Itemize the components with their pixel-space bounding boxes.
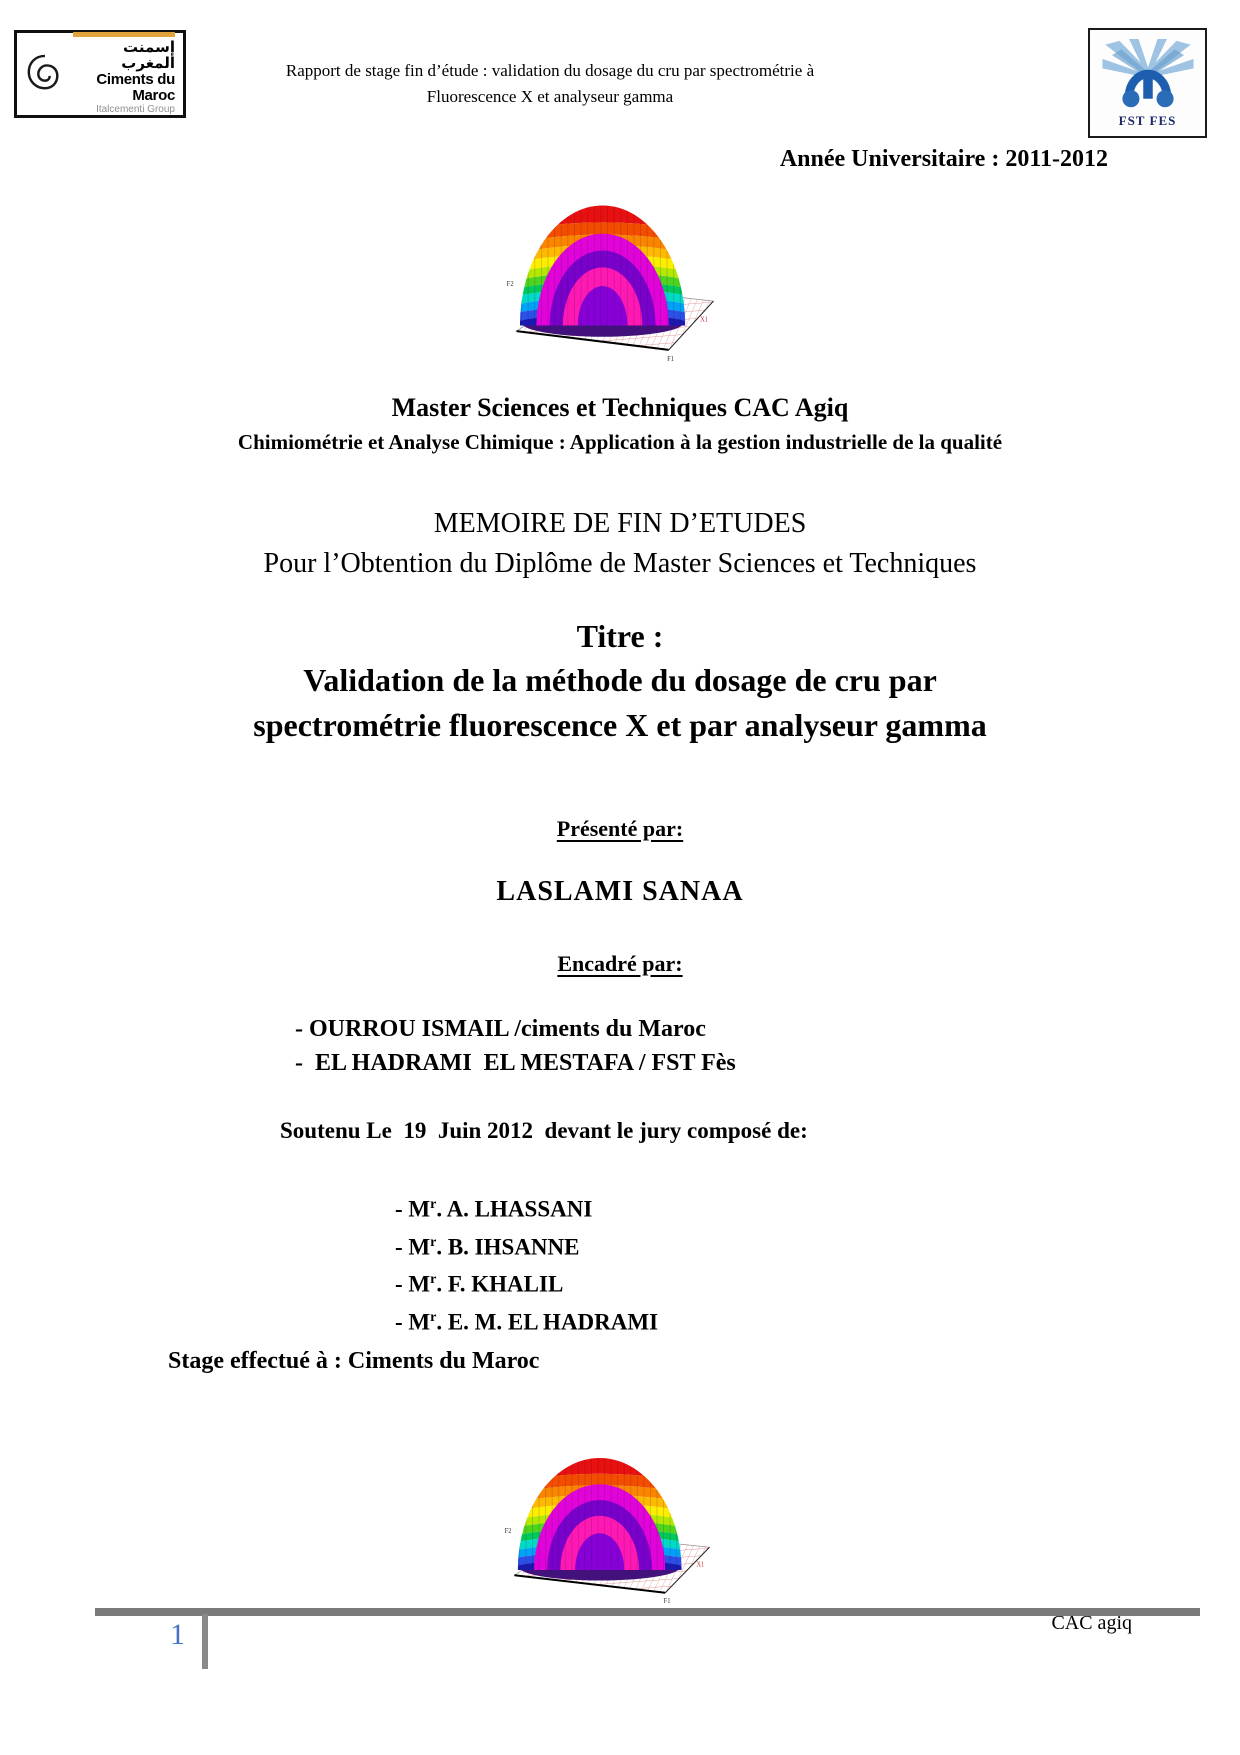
running-head-line1: Rapport de stage fin d’étude : validation du dosage du cru par spectrométrie à	[285, 61, 815, 80]
jury-sup: r	[430, 1234, 437, 1250]
memoire-subheading: Pour l’Obtention du Diplôme de Master Sciences et Techniques	[263, 548, 977, 579]
fst-emblem-icon	[1096, 38, 1200, 112]
jury-list	[395, 1188, 658, 1339]
internship-location: Stage effectué à : Ciments du Maroc	[168, 1348, 540, 1374]
thesis-title-line1: Validation de la méthode du dosage de cru par	[303, 662, 937, 698]
thesis-title-line2: spectrométrie fluorescence X et par analyseur gamma	[253, 707, 987, 743]
memoire-heading: MEMOIRE DE FIN D’ETUDES	[433, 508, 807, 539]
academic-year: Année Universitaire : 2011-2012	[779, 146, 1108, 172]
jury-sup: r	[430, 1197, 437, 1212]
author-name: LASLAMI SANAA	[496, 876, 744, 907]
surface-plot-top	[505, 183, 720, 363]
ciments-du-maroc-logo	[14, 30, 186, 118]
jury-member-text: . E. M. EL HADRAMI	[436, 1309, 659, 1335]
master-specialty: Chimiométrie et Analyse Chimique : Application à la gestion industrielle de la qualité	[237, 430, 1003, 454]
fst-fes-logo	[1088, 28, 1207, 138]
master-program-title: Master Sciences et Techniques CAC Agiq	[391, 393, 849, 422]
supervisor-2: - EL HADRAMI EL MESTAFA / FST Fès	[295, 1050, 736, 1076]
supervisor-1: - OURROU ISMAIL /ciments du Maroc	[295, 1016, 706, 1042]
defense-intro: Soutenu Le 19 Juin 2012 devant le jury composé de:	[280, 1118, 808, 1143]
jury-member-text: . B. IHSANNE	[436, 1234, 580, 1260]
supervised-by-label: Encadré par:	[557, 951, 683, 976]
jury-member-text: - M	[395, 1309, 431, 1335]
jury-member	[395, 1263, 658, 1301]
fst-caption: FST FES	[1118, 112, 1177, 128]
logo-arabic-text: إسمنت المغرب	[121, 38, 175, 72]
logo-accent-bar	[73, 32, 175, 37]
surface-plot-bottom	[503, 1437, 716, 1605]
logo-group-name: Italcementi Group	[96, 104, 175, 116]
footer-right-text: CAC agiq	[1051, 1612, 1132, 1634]
title-label: Titre :	[576, 618, 664, 654]
jury-member	[395, 1301, 658, 1339]
logo-company-name: Ciments du Maroc	[96, 70, 175, 104]
jury-member-text: - M	[395, 1271, 431, 1297]
jury-member-text: . A. LHASSANI	[436, 1196, 593, 1222]
jury-sup: r	[430, 1309, 437, 1325]
jury-member	[395, 1188, 658, 1226]
presented-by-heading	[0, 816, 1240, 842]
supervised-by-heading	[0, 951, 1240, 977]
jury-member-text: . F. KHALIL	[436, 1271, 564, 1297]
jury-member-text: - M	[395, 1196, 431, 1222]
spiral-icon	[25, 53, 63, 95]
running-head-line2: Fluorescence X et analyseur gamma	[426, 87, 674, 107]
jury-sup: r	[430, 1272, 437, 1288]
jury-member	[395, 1226, 658, 1264]
presented-by-label: Présenté par:	[556, 816, 684, 841]
running-head	[250, 58, 850, 111]
page-number: 1	[170, 1618, 185, 1651]
jury-member-text: - M	[395, 1234, 431, 1260]
